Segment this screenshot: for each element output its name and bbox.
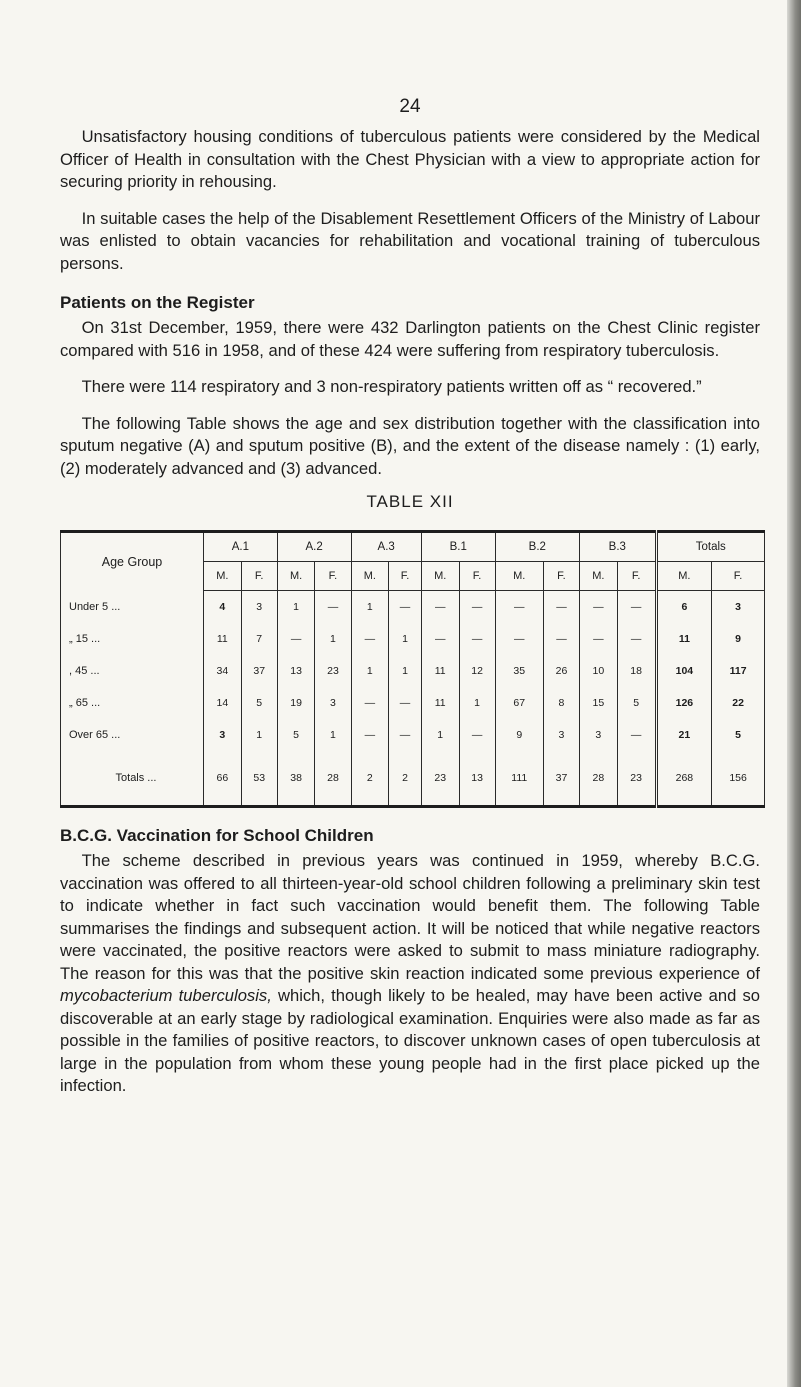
table-cell: 3 — [204, 719, 242, 751]
table-cell: 8 — [543, 687, 579, 719]
totals-cell: 38 — [277, 751, 315, 807]
table-cell: 11 — [421, 687, 459, 719]
age-group-label: Over 65 ... — [61, 719, 204, 751]
table-cell: 1 — [241, 719, 277, 751]
table-row — [61, 687, 765, 719]
table-cell: 117 — [712, 655, 765, 687]
sub-header-male: M. — [495, 562, 543, 591]
table-cell: — — [421, 591, 459, 624]
table-cell: 11 — [204, 623, 242, 655]
table-cell: 104 — [656, 655, 712, 687]
table-cell: — — [277, 623, 315, 655]
table-row — [61, 655, 765, 687]
paragraph-bcg-text: The scheme described in previous years was continued in 1959, whereby B.C.G. vaccination was offered to all thirteen-year-old school children following a preliminary skin test to indicate whether in fact such vaccination would benefit them. The following Table summarises the findings and subsequent action. It will be noticed that while negative reactors were vaccinated, the positive reactors were asked to submit to mass miniature radiography. The reason for this was that the positive skin reaction indicated some previous experience of — [60, 851, 760, 983]
table-cell: 35 — [495, 655, 543, 687]
group-header-a2: A.2 — [277, 532, 351, 562]
table-cell: 14 — [204, 687, 242, 719]
totals-cell: 111 — [495, 751, 543, 807]
table-cell: 11 — [656, 623, 712, 655]
table-cell: 3 — [241, 591, 277, 624]
totals-cell: 2 — [351, 751, 389, 807]
table-cell: 5 — [712, 719, 765, 751]
sub-header-female: F. — [543, 562, 579, 591]
table-cell: 1 — [389, 655, 422, 687]
table-cell: — — [421, 623, 459, 655]
table-cell: 11 — [421, 655, 459, 687]
sub-header-male: M. — [204, 562, 242, 591]
group-header-a1: A.1 — [204, 532, 278, 562]
sub-header-female: F. — [712, 562, 765, 591]
sub-header-male: M. — [580, 562, 618, 591]
paragraph-table-intro: The following Table shows the age and sex distribution together with the classification into sputum negative (A) and sputum positive (B), and the extent of the disease namely : (1) early, (2) moderately advanced and (3) advanced. — [60, 413, 760, 478]
age-sex-distribution-table — [60, 530, 765, 808]
table-cell: 21 — [656, 719, 712, 751]
totals-cell: 53 — [241, 751, 277, 807]
table-cell: — — [351, 719, 389, 751]
table-cell: 3 — [712, 591, 765, 624]
table-cell: 3 — [315, 687, 351, 719]
table-title: TABLE XII — [366, 492, 454, 511]
age-group-header: Age Group — [61, 532, 204, 591]
table-cell: 15 — [580, 687, 618, 719]
age-group-label: Under 5 ... — [61, 591, 204, 624]
table-cell: — — [543, 591, 579, 624]
table-cell: — — [617, 623, 656, 655]
totals-cell: 66 — [204, 751, 242, 807]
table-cell: 19 — [277, 687, 315, 719]
table-cell: 12 — [459, 655, 495, 687]
table-cell: — — [315, 591, 351, 624]
table-cell: 5 — [241, 687, 277, 719]
sub-header-female: F. — [315, 562, 351, 591]
sub-header-male: M. — [277, 562, 315, 591]
table-cell: 22 — [712, 687, 765, 719]
group-header-b2: B.2 — [495, 532, 579, 562]
group-header-totals: Totals — [656, 532, 764, 562]
table-cell: 126 — [656, 687, 712, 719]
table-cell: 1 — [315, 623, 351, 655]
table-cell: 4 — [204, 591, 242, 624]
sub-header-female: F. — [241, 562, 277, 591]
paragraph-bcg-italic: mycobacterium tuberculosis, — [60, 986, 272, 1005]
table-cell: 1 — [315, 719, 351, 751]
table-cell: 7 — [241, 623, 277, 655]
totals-cell: 23 — [421, 751, 459, 807]
table-cell: — — [617, 719, 656, 751]
page-number: 24 — [399, 96, 421, 117]
table-cell: — — [389, 591, 422, 624]
group-header-b1: B.1 — [421, 532, 495, 562]
table-cell: — — [389, 687, 422, 719]
table-cell: 1 — [389, 623, 422, 655]
paragraph-resettlement: In suitable cases the help of the Disablement Resettlement Officers of the Ministry of Labour was enlisted to obtain vacancies for rehabilitation and vocational training of tuberculous persons. — [60, 208, 760, 273]
table-cell: 18 — [617, 655, 656, 687]
page-edge-shadow — [787, 0, 801, 1387]
totals-cell: 13 — [459, 751, 495, 807]
table-cell: 1 — [421, 719, 459, 751]
table-cell: 5 — [617, 687, 656, 719]
paragraph-bcg-text-end: which, though likely to be healed, may have been active and so discoverable at an early stage by radiological examination. Enquiries were also made as far as possible in the families of positive reactors, to discover unknown cases of open tuberculosis at large in the population from whom these young people had in the first place picked up the infection. — [60, 986, 760, 1095]
age-group-label: „ 15 ... — [61, 623, 204, 655]
group-header-b3: B.3 — [580, 532, 657, 562]
sub-header-male: M. — [421, 562, 459, 591]
table-cell: 10 — [580, 655, 618, 687]
table-cell: 9 — [712, 623, 765, 655]
paragraph-recovered: There were 114 respiratory and 3 non-respiratory patients written off as “ recovered.” — [81, 377, 702, 396]
paragraph-housing: Unsatisfactory housing conditions of tuberculous patients were considered by the Medical Officer of Health in consultation with the Chest Physician with a view to appropriate action for securing priority in rehousing. — [60, 127, 760, 191]
table-cell: — — [580, 591, 618, 624]
table-cell: 6 — [656, 591, 712, 624]
totals-cell: 28 — [580, 751, 618, 807]
table-cell: 3 — [580, 719, 618, 751]
table-cell: 1 — [277, 591, 315, 624]
table-cell: 37 — [241, 655, 277, 687]
table-cell: — — [495, 623, 543, 655]
heading-bcg: B.C.G. Vaccination for School Children — [60, 826, 374, 845]
table-row — [61, 719, 765, 751]
paragraph-register-count: On 31st December, 1959, there were 432 Darlington patients on the Chest Clinic register compared with 516 in 1958, and of these 424 were suffering from respiratory tuberculosis. — [60, 318, 760, 360]
totals-cell: 156 — [712, 751, 765, 807]
table-cell: 9 — [495, 719, 543, 751]
table-cell: 34 — [204, 655, 242, 687]
totals-cell: 37 — [543, 751, 579, 807]
sub-header-male: M. — [351, 562, 389, 591]
table-cell: — — [495, 591, 543, 624]
table-cell: — — [543, 623, 579, 655]
table-cell: — — [580, 623, 618, 655]
table-cell: 23 — [315, 655, 351, 687]
table-cell: 26 — [543, 655, 579, 687]
table-cell: — — [459, 591, 495, 624]
table-cell: — — [389, 719, 422, 751]
sub-header-female: F. — [459, 562, 495, 591]
totals-label: Totals ... — [61, 751, 204, 807]
document-page — [60, 96, 760, 1112]
table-cell: 13 — [277, 655, 315, 687]
sub-header-female: F. — [617, 562, 656, 591]
totals-cell: 268 — [656, 751, 712, 807]
sub-header-female: F. — [389, 562, 422, 591]
table-cell: 5 — [277, 719, 315, 751]
table-cell: — — [351, 687, 389, 719]
totals-cell: 28 — [315, 751, 351, 807]
paragraph-bcg — [60, 850, 760, 1098]
sub-header-male: M. — [656, 562, 712, 591]
totals-cell: 2 — [389, 751, 422, 807]
age-group-label: , 45 ... — [61, 655, 204, 687]
table-cell: — — [617, 591, 656, 624]
table-cell: — — [351, 623, 389, 655]
table-cell: 1 — [459, 687, 495, 719]
group-header-a3: A.3 — [351, 532, 421, 562]
totals-row — [61, 751, 765, 807]
totals-cell: 23 — [617, 751, 656, 807]
heading-register: Patients on the Register — [60, 293, 255, 312]
table-row — [61, 591, 765, 624]
table-row — [61, 623, 765, 655]
table-cell: — — [459, 719, 495, 751]
table-cell: 67 — [495, 687, 543, 719]
table-cell: 1 — [351, 591, 389, 624]
table-cell: — — [459, 623, 495, 655]
table-cell: 1 — [351, 655, 389, 687]
age-group-label: „ 65 ... — [61, 687, 204, 719]
table-cell: 3 — [543, 719, 579, 751]
